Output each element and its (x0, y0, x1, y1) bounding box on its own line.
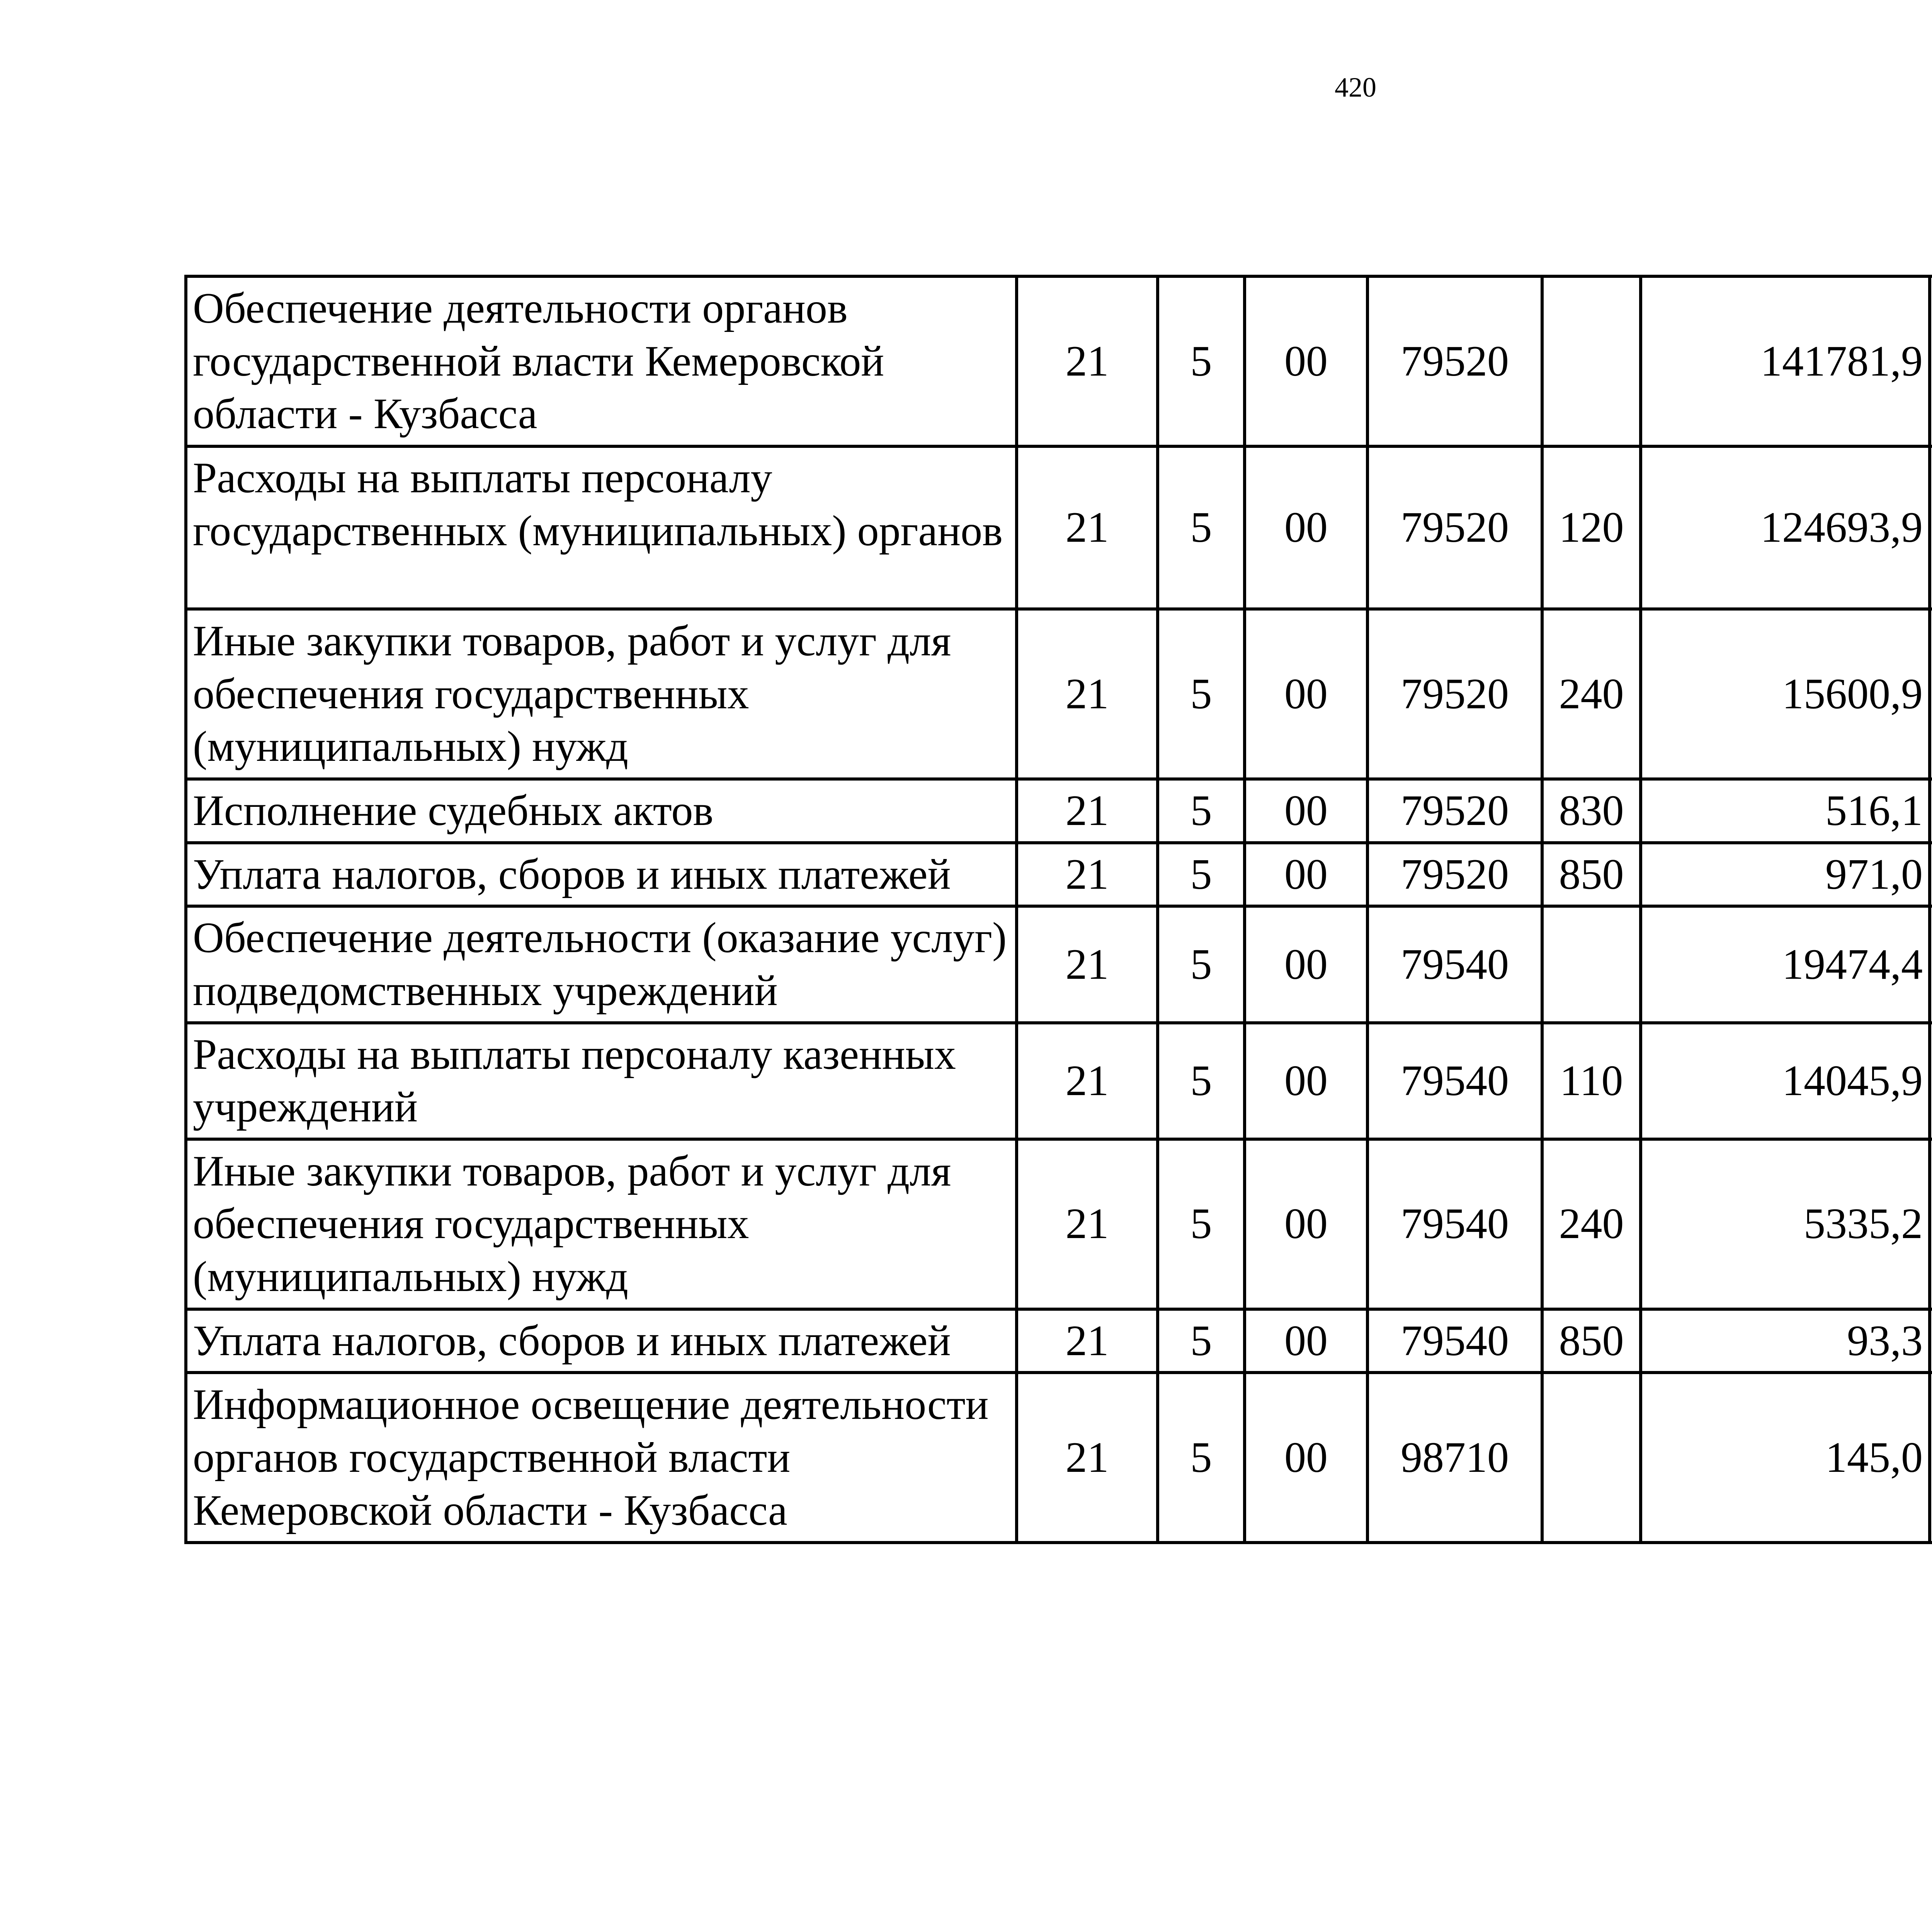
cell-code-1: 21 (1017, 1309, 1158, 1373)
cell-code-3: 00 (1245, 446, 1367, 609)
cell-code-1: 21 (1017, 1023, 1158, 1139)
cell-code-5 (1542, 1373, 1641, 1543)
cell-code-1: 21 (1017, 843, 1158, 907)
cell-code-3: 00 (1245, 1309, 1367, 1373)
cell-code-5: 850 (1542, 1309, 1641, 1373)
cell-code-2: 5 (1158, 843, 1245, 907)
cell-code-1: 21 (1017, 1373, 1158, 1543)
budget-table (184, 275, 1932, 1544)
cell-amount-2 (1930, 1023, 1932, 1139)
cell-code-4: 98710 (1367, 1373, 1542, 1543)
cell-code-3: 00 (1245, 609, 1367, 779)
cell-code-1: 21 (1017, 446, 1158, 609)
cell-code-4: 79540 (1367, 1309, 1542, 1373)
cell-code-3: 00 (1245, 843, 1367, 907)
cell-code-1: 21 (1017, 906, 1158, 1022)
cell-amount-1: 93,3 (1641, 1309, 1930, 1373)
table-row (186, 843, 1932, 907)
cell-code-5 (1542, 276, 1641, 446)
cell-code-2: 5 (1158, 1139, 1245, 1309)
cell-code-4: 79540 (1367, 906, 1542, 1022)
cell-code-5: 240 (1542, 609, 1641, 779)
cell-code-2: 5 (1158, 906, 1245, 1022)
cell-code-4: 79520 (1367, 843, 1542, 907)
cell-code-3: 00 (1245, 1139, 1367, 1309)
row-name: Обеспечение деятельности органов государственной власти Кемеровской области - Кузбасса (186, 276, 1017, 446)
cell-amount-1: 516,1 (1641, 779, 1930, 843)
cell-code-3: 00 (1245, 1373, 1367, 1543)
row-name: Иные закупки товаров, работ и услуг для обеспечения государственных (муниципальных) нужд (186, 609, 1017, 779)
table-row (186, 906, 1932, 1022)
cell-code-4: 79520 (1367, 446, 1542, 609)
cell-amount-2 (1930, 1309, 1932, 1373)
cell-code-4: 79520 (1367, 609, 1542, 779)
cell-amount-1: 141781,9 (1641, 276, 1930, 446)
cell-amount-2 (1930, 446, 1932, 609)
cell-code-1: 21 (1017, 276, 1158, 446)
cell-code-3: 00 (1245, 276, 1367, 446)
table-row (186, 1309, 1932, 1373)
cell-amount-1: 19474,4 (1641, 906, 1930, 1022)
cell-code-5: 850 (1542, 843, 1641, 907)
page-number: 420 (1335, 72, 1376, 103)
cell-code-4: 79540 (1367, 1139, 1542, 1309)
cell-amount-2 (1930, 1373, 1932, 1543)
cell-code-2: 5 (1158, 779, 1245, 843)
cell-amount-1: 145,0 (1641, 1373, 1930, 1543)
cell-code-2: 5 (1158, 446, 1245, 609)
table-row (186, 276, 1932, 446)
table-row (186, 779, 1932, 843)
cell-code-5: 110 (1542, 1023, 1641, 1139)
cell-code-4: 79520 (1367, 779, 1542, 843)
cell-amount-1: 14045,9 (1641, 1023, 1930, 1139)
cell-code-3: 00 (1245, 1023, 1367, 1139)
cell-code-5: 830 (1542, 779, 1641, 843)
row-name: Уплата налогов, сборов и иных платежей (186, 843, 1017, 907)
cell-amount-2 (1930, 609, 1932, 779)
table-row (186, 609, 1932, 779)
cell-code-5 (1542, 906, 1641, 1022)
cell-code-2: 5 (1158, 609, 1245, 779)
table-row (186, 1139, 1932, 1309)
row-name: Информационное освещение деятельности органов государственной власти Кемеровской области - Кузбасса (186, 1373, 1017, 1543)
cell-code-4: 79520 (1367, 276, 1542, 446)
cell-amount-1: 124693,9 (1641, 446, 1930, 609)
row-name: Расходы на выплаты персоналу казенных учреждений (186, 1023, 1017, 1139)
table-row (186, 1023, 1932, 1139)
cell-code-2: 5 (1158, 1309, 1245, 1373)
cell-code-1: 21 (1017, 1139, 1158, 1309)
cell-amount-2 (1930, 779, 1932, 843)
cell-code-2: 5 (1158, 276, 1245, 446)
cell-amount-2 (1930, 843, 1932, 907)
row-name: Исполнение судебных актов (186, 779, 1017, 843)
cell-amount-2 (1930, 906, 1932, 1022)
cell-code-5: 240 (1542, 1139, 1641, 1309)
cell-amount-2 (1930, 1139, 1932, 1309)
cell-amount-2 (1930, 276, 1932, 446)
row-name: Расходы на выплаты персоналу государственных (муниципальных) органов (186, 446, 1017, 609)
table-row (186, 1373, 1932, 1543)
cell-code-3: 00 (1245, 906, 1367, 1022)
cell-code-2: 5 (1158, 1373, 1245, 1543)
cell-code-1: 21 (1017, 609, 1158, 779)
row-name: Обеспечение деятельности (оказание услуг) подведомственных учреждений (186, 906, 1017, 1022)
cell-code-2: 5 (1158, 1023, 1245, 1139)
row-name: Иные закупки товаров, работ и услуг для обеспечения государственных (муниципальных) нужд (186, 1139, 1017, 1309)
cell-amount-1: 971,0 (1641, 843, 1930, 907)
cell-code-5: 120 (1542, 446, 1641, 609)
cell-code-3: 00 (1245, 779, 1367, 843)
cell-amount-1: 15600,9 (1641, 609, 1930, 779)
cell-amount-1: 5335,2 (1641, 1139, 1930, 1309)
cell-code-1: 21 (1017, 779, 1158, 843)
cell-code-4: 79540 (1367, 1023, 1542, 1139)
row-name: Уплата налогов, сборов и иных платежей (186, 1309, 1017, 1373)
table-row (186, 446, 1932, 609)
